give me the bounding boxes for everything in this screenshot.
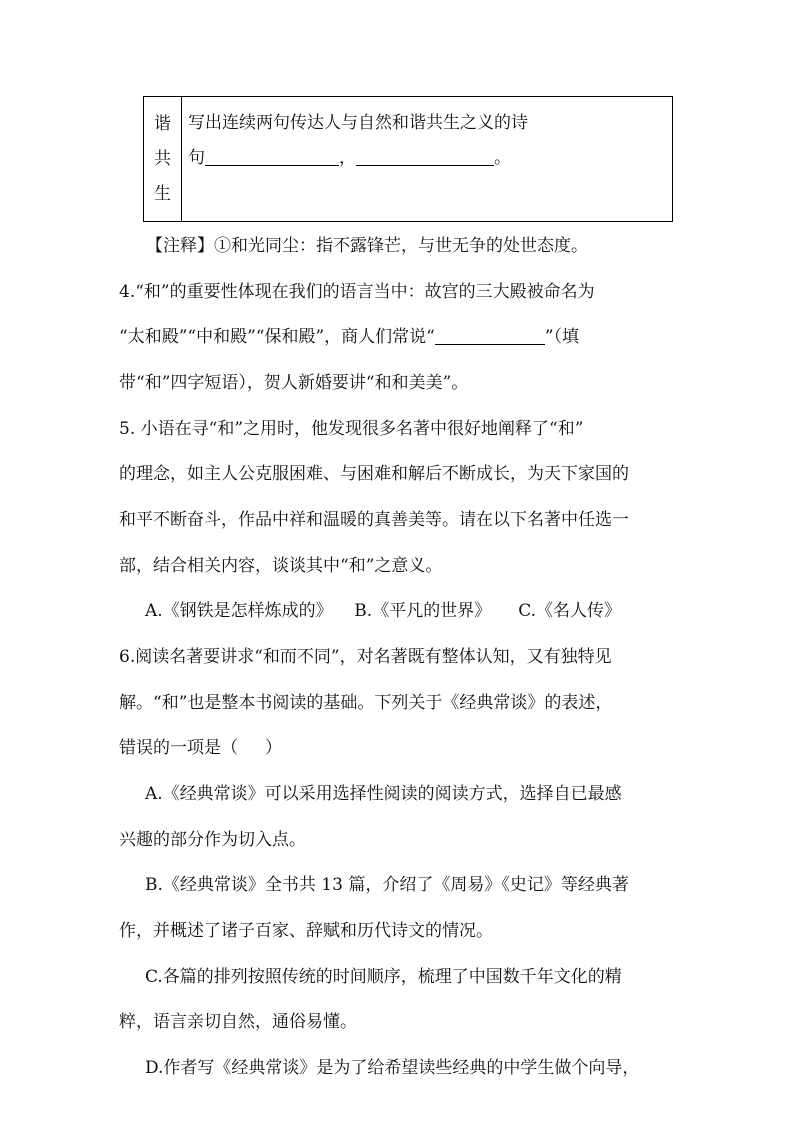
q6-option-b-line-2: 作，并概述了诸子百家、辞赋和历代诗文的情况。 — [119, 921, 493, 941]
header-char: 共 — [154, 149, 171, 169]
answer-blank-2[interactable] — [356, 147, 494, 166]
header-char: 谐 — [154, 114, 171, 134]
q5-book-options: A.《钢铁是怎样炼成的》 B.《平凡的世界》 C.《名人传》 — [145, 601, 622, 621]
q5-line-2: 的理念，如主人公克服困难、与困难和解后不断成长，为天下家国的 — [119, 464, 629, 484]
q6-option-b-line-1: B.《经典常谈》全书共 13 篇，介绍了《周易》《史记》等经典著 — [145, 875, 629, 895]
q6-option-a-line-2: 兴趣的部分作为切入点。 — [119, 830, 306, 850]
q5-line-3: 和平不断奋斗，作品中祥和温暖的真善美等。请在以下名著中任选一 — [119, 510, 629, 530]
table-row-header — [144, 97, 182, 221]
harmony-coexistence-table — [143, 96, 673, 222]
prompt-end: 。 — [494, 148, 511, 168]
q6-option-d-line-1: D.作者写《经典常谈》是为了给希望读些经典的中学生做个向导， — [145, 1058, 640, 1078]
q6-option-a-line-1: A.《经典常谈》可以采用选择性阅读的阅读方式，选择自已最感 — [145, 784, 622, 804]
prompt-line-1: 写出连续两句传达人与自然和谐共生之义的诗 — [188, 113, 528, 133]
prompt-prefix: 句 — [188, 148, 205, 168]
answer-blank-1[interactable] — [205, 147, 339, 166]
q4-line-3: 带“和”四字短语），贺人新婚要讲“和和美美”。 — [119, 373, 469, 393]
idiom-answer-blank[interactable] — [435, 326, 545, 345]
q6-line-2: 解。“和”也是整本书阅读的基础。下列关于《经典常谈》的表述， — [119, 693, 613, 713]
table-cell-prompt — [182, 97, 672, 221]
header-char: 生 — [154, 184, 171, 204]
q4-line-2-pre: “太和殿”“中和殿”“保和殿”，商人们常说“ — [119, 327, 435, 347]
q4-line-2 — [119, 326, 579, 348]
q6-line-3: 错误的一项是（ ） — [119, 738, 283, 758]
annotation-note: 【注释】①和光同尘：指不露锋芒，与世无争的处世态度。 — [146, 236, 588, 256]
q4-line-1: 4.“和”的重要性体现在我们的语言当中：故宫的三大殿被命名为 — [119, 282, 595, 302]
prompt-line-2 — [188, 141, 672, 176]
q6-option-c-line-1: C.各篇的排列按照传统的时间顺序，梳理了中国数千年文化的精 — [145, 967, 622, 987]
q6-option-c-line-2: 粹，语言亲切自然，通俗易懂。 — [119, 1012, 357, 1032]
q6-line-1: 6.阅读名著要讲求“和而不同”，对名著既有整体认知，又有独特见 — [119, 647, 612, 667]
q5-line-1: 5. 小语在寻“和”之用时，他发现很多名著中很好地阐释了“和” — [119, 419, 584, 439]
prompt-separator: ， — [339, 148, 356, 168]
q4-line-2-post: ”（填 — [544, 327, 580, 347]
q5-line-4: 部，结合相关内容，谈谈其中“和”之意义。 — [119, 556, 443, 576]
